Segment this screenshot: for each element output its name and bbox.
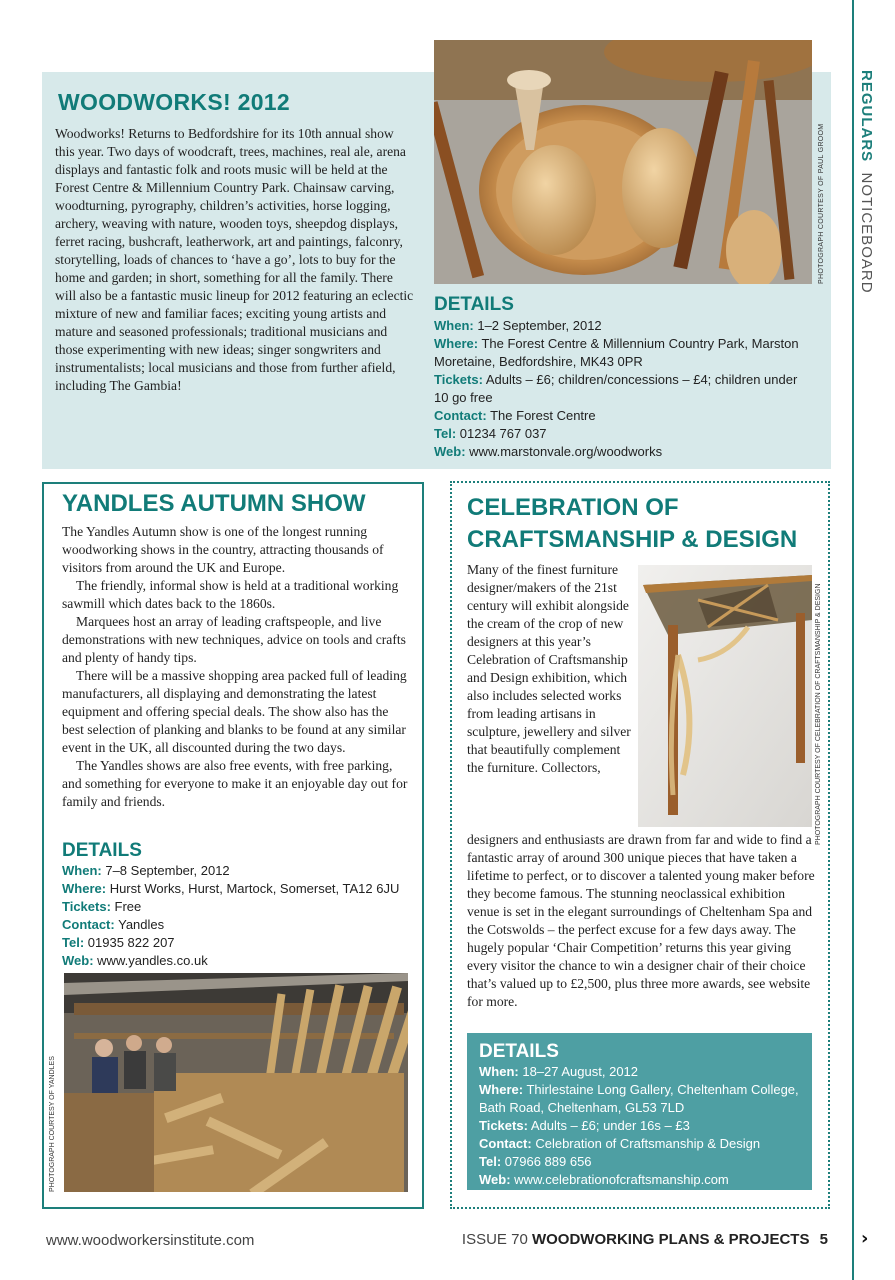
page-edge-rule: [852, 0, 854, 1280]
details-web[interactable]: Web: www.marstonvale.org/woodworks: [434, 444, 663, 459]
celebration-body-continued: designers and enthusiasts are drawn from far and wide to find a fantastic array of around 300 unique pieces that have taken a lifetime to perfect, or to discover a talented young maker before they become famous. The stunning neoclassical exhibition venue is set in the elegant surroundings of Cheltenham Spa and the Cotswolds – the perfect excuse for a few days away. The hugely popular ‘Chair Competition’ returns this year giving every visitor the chance to win a designer chair of their choice that’s valued up to £2,500, plus three more awards, see website for more.: [467, 832, 815, 1009]
celebration-photo-credit: PHOTOGRAPH COURTESY OF CELEBRATION OF CRAFTSMANSHIP & DESIGN: [815, 583, 822, 845]
details-contact: Contact: The Forest Centre: [434, 408, 596, 423]
section-label: REGULARS: [858, 70, 875, 163]
yandles-title: YANDLES AUTUMN SHOW: [62, 490, 366, 517]
yandles-paragraph: The Yandles Autumn show is one of the longest running woodworking shows in the country, attracting thousands of visitors from around the UK and Europe.: [62, 524, 384, 575]
details-where: Where: Hurst Works, Hurst, Martock, Somerset, TA12 6JU: [62, 881, 400, 896]
details-where: Where: The Forest Centre & Millennium Country Park, Marston Moretaine, Bedfordshire, MK43 0PR: [434, 336, 799, 369]
footer-website[interactable]: www.woodworkersinstitute.com: [46, 1232, 255, 1249]
yandles-photo-credit: PHOTOGRAPH COURTESY OF YANDLES: [49, 1056, 56, 1192]
details-heading: DETAILS: [62, 840, 142, 861]
details-heading: DETAILS: [479, 1041, 559, 1062]
details-web[interactable]: Web: www.yandles.co.uk: [62, 953, 208, 968]
details-when: When: 7–8 September, 2012: [62, 863, 230, 878]
details-where: Where: Thirlestaine Long Gallery, Cheltenham College, Bath Road, Cheltenham, GL53 7LD: [479, 1082, 799, 1115]
magazine-title: WOODWORKING PLANS & PROJECTS: [531, 1231, 810, 1248]
issue-number: ISSUE 70: [461, 1231, 528, 1248]
woodworks-details: [434, 294, 814, 461]
woodworks-photo: [434, 40, 812, 284]
yandles-paragraph: There will be a massive shopping area packed full of leading manufacturers, all displaying and demonstrating the latest equipment and offering special deals. The show also has the best selection of planking and blanks to be found at any similar event in the UK, all discounted during the two days.: [62, 668, 407, 755]
woodworks-title: WOODWORKS! 2012: [58, 89, 290, 115]
yandles-details: [62, 840, 412, 970]
next-page-arrow-icon[interactable]: ›: [861, 1228, 869, 1249]
woodworks-photo-credit: PHOTOGRAPH COURTESY OF PAUL GROOM: [818, 123, 825, 284]
details-when: When: 18–27 August, 2012: [479, 1064, 639, 1079]
yandles-paragraph: The Yandles shows are also free events, with free parking, and something for everyone to make it an enjoyable day out for family and friends.: [62, 758, 408, 809]
footer-issue-line: [462, 1231, 828, 1248]
celebration-photo: [638, 565, 812, 827]
details-tickets: Tickets: Adults – £6; under 16s – £3: [479, 1118, 690, 1133]
celebration-title: CELEBRATION OF CRAFTSMANSHIP & DESIGN: [467, 494, 798, 553]
page-number: 5: [819, 1231, 828, 1248]
yandles-paragraph: The friendly, informal show is held at a traditional working sawmill which dates back to the 1860s.: [62, 578, 399, 611]
details-tickets: Tickets: Adults – £6; children/concessions – £4; children under 10 go free: [434, 372, 798, 405]
section-tab: [858, 70, 888, 330]
details-when: When: 1–2 September, 2012: [434, 318, 602, 333]
yandles-photo: [64, 973, 408, 1192]
details-heading: DETAILS: [434, 294, 514, 315]
yandles-body: [62, 523, 412, 811]
details-contact: Contact: Yandles: [62, 917, 165, 932]
woodworks-body: Woodworks! Returns to Bedfordshire for its 10th annual show this year. Two days of woodcraft, trees, machines, real ale, arena displays and fantastic folk and roots music will be held at the Forest Centre & Millennium Country Park. Chainsaw carving, woodturning, pyrography, children’s activities, horse logging, archery, weaving with nature, wooden toys, sheepdog displays, ferret racing, bushcraft, leatherwork, art and paintings, falconry, storytelling, loads of chances to ‘have a go’, lots to buy for the home and garden; in short, something for all the family. There will also be a fantastic music lineup for 2012 featuring an eclectic mixture of new and familiar faces; exciting young artists and mature and seasoned professionals; traditional musicians and those experimenting with new ideas; singer songwriters and instrumentalists; local musicians and those from further afield, including The Gambia!: [55, 126, 414, 393]
details-tel: Tel: 01234 767 037: [434, 426, 547, 441]
details-tel: Tel: 01935 822 207: [62, 935, 175, 950]
details-tel: Tel: 07966 889 656: [479, 1154, 592, 1169]
yandles-paragraph: Marquees host an array of leading craftspeople, and live demonstrations with new techniques, advice on tools and crafts and plenty of handy tips.: [62, 614, 406, 665]
details-contact: Contact: Celebration of Craftsmanship & Design: [479, 1136, 761, 1151]
subsection-label: NOTICEBOARD: [858, 172, 875, 294]
celebration-body: Many of the finest furniture designer/makers of the 21st century will exhibit alongside the cream of the crop of new designers at this year’s Celebration of Craftsmanship and Design exhibition, which also includes selected works from leading artisans in sculpture, jewellery and silver that beautifully complement the furniture. Collectors,: [467, 562, 631, 775]
celebration-details: [467, 1033, 812, 1190]
details-tickets: Tickets: Free: [62, 899, 142, 914]
details-web[interactable]: Web: www.celebrationofcraftsmanship.com: [479, 1172, 729, 1187]
